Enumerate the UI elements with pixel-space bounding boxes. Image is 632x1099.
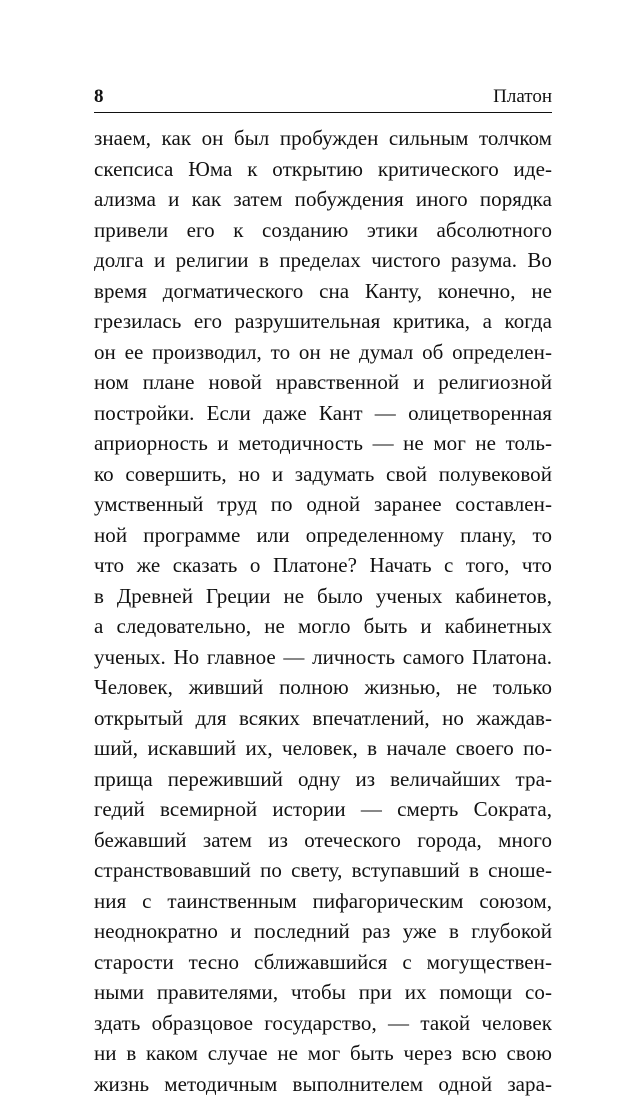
text-line: бежавший затем из отеческого города, много [94, 825, 552, 856]
text-line: в Древней Греции не было ученых кабинетов, [94, 581, 552, 612]
text-line: время догматического сна Канту, конечно, не [94, 276, 552, 307]
text-line: ния с таинственным пифагорическим союзом, [94, 886, 552, 917]
text-line: ализма и как затем побуждения иного порядка [94, 184, 552, 215]
text-line: Человек, живший полною жизнью, не только [94, 672, 552, 703]
body-text [94, 123, 552, 1099]
text-line: ший, искавший их, человек, в начале своего по- [94, 733, 552, 764]
text-line: странствовавший по свету, вступавший в сноше- [94, 855, 552, 886]
text-line: грезилась его разрушительная критика, а когда [94, 306, 552, 337]
text-line: ном плане новой нравственной и религиозной [94, 367, 552, 398]
text-line: жизнь методичным выполнителем одной зара- [94, 1069, 552, 1099]
text-line: ной программе или определенному плану, то [94, 520, 552, 551]
text-line: знаем, как он был пробужден сильным толчком [94, 123, 552, 154]
text-line: неоднократно и последний раз уже в глубокой [94, 916, 552, 947]
text-line: умственный труд по одной заранее составлен- [94, 489, 552, 520]
text-line: привели его к созданию этики абсолютного [94, 215, 552, 246]
text-line: ко совершить, но и задумать свой полувековой [94, 459, 552, 490]
text-line: прища переживший одну из величайших тра- [94, 764, 552, 795]
page-number: 8 [94, 86, 104, 108]
text-line: ни в каком случае не мог быть через всю свою [94, 1038, 552, 1069]
text-line: открытый для всяких впечатлений, но жаждав- [94, 703, 552, 734]
text-line: гедий всемирной истории — смерть Сократа, [94, 794, 552, 825]
text-line: здать образцовое государство, — такой человек [94, 1008, 552, 1039]
text-line: старости тесно сближавшийся с могуществен- [94, 947, 552, 978]
text-line: что же сказать о Платоне? Начать с того, что [94, 550, 552, 581]
text-line: постройки. Если даже Кант — олицетворенная [94, 398, 552, 429]
text-line: скепсиса Юма к открытию критического иде- [94, 154, 552, 185]
text-line: а следовательно, не могло быть и кабинетных [94, 611, 552, 642]
page-header [94, 86, 552, 110]
running-title: Платон [493, 86, 552, 108]
text-line: долга и религии в пределах чистого разума. Во [94, 245, 552, 276]
text-line: ученых. Но главное — личность самого Платона. [94, 642, 552, 673]
text-line: ными правителями, чтобы при их помощи со- [94, 977, 552, 1008]
header-rule [94, 112, 552, 113]
text-line: априорность и методичность — не мог не толь- [94, 428, 552, 459]
text-line: он ее производил, то он не думал об определен- [94, 337, 552, 368]
